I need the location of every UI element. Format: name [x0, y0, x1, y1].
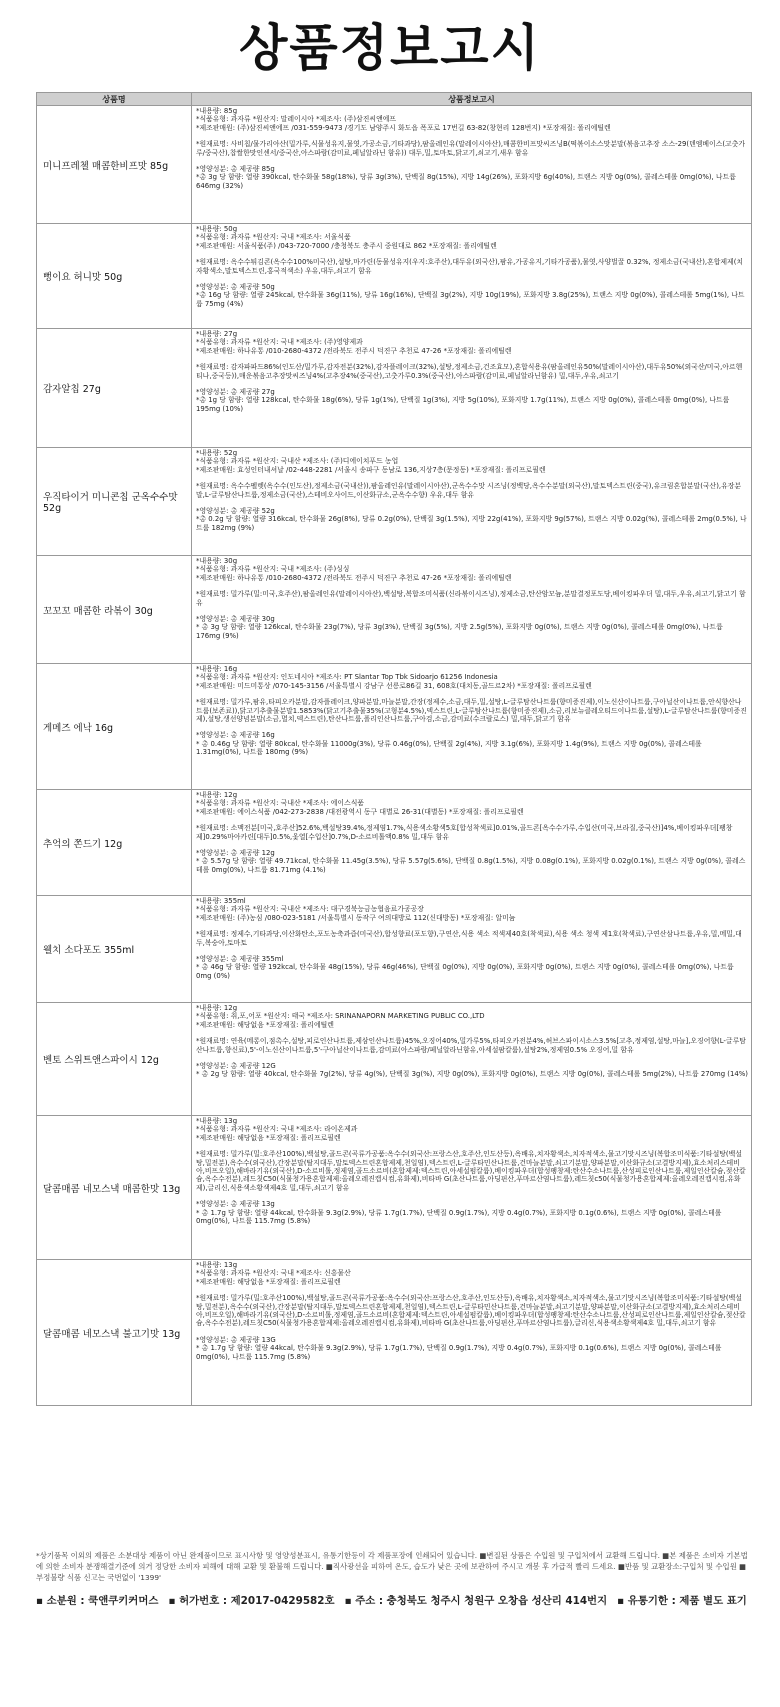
product-detail-line: *제조판매원: 해당없음 *포장재질: 폴리프로필렌	[196, 1277, 341, 1286]
product-detail	[192, 1003, 752, 1116]
table-row	[37, 556, 752, 664]
product-detail-line: *식품유형: 과자류 *원산지: 국내 *제조사: 서울식품	[196, 233, 351, 242]
product-name: 미니프레첼 매콤한비프맛 85g	[37, 106, 192, 224]
product-detail-line: *식품유형: 과자류 *원산지: 국내산 *제조사: (주)디에이치푸드 농업	[196, 457, 399, 466]
product-detail-line: *내용량: 30g	[196, 557, 238, 565]
spacer	[196, 157, 748, 165]
product-detail-line: *식품유형: 과자류 *원산지: 국내 *제조사: 신흥물산	[196, 1269, 351, 1278]
product-detail-line: * 총 1.7g 당 함량: 열량 44kcal, 탄수화물 9.3g(2.9%), 당류 1.7g(1.7%), 단백질 0.9g(1.7%), 지방 0.4g(0.7%), 포화지방 0.1g(0.6%), 트랜스 지방 0g(0%), 콜레스테롤 0mg(0%), 나트륨 115.7mg (5.8%)	[196, 1208, 722, 1226]
product-detail-line: *원재료명: 사비칩/물가리아산(밀가루,식물성유지,물엿,가공소금,기타과당),팜올레인유(말레이시아산),매콤한비프맛씨즈닝B(떡볶이소스맛분말(볶음고추장 소스-29(덴엠베이스(고춧가루/중국산),찹쌀한맛인센서/중국산,아스파람(감미료,페닐알라닌 함유)) 대두,밀,토마토,닭고기,쇠고기,새우 함유	[196, 140, 746, 157]
product-name: 웰치 소다포도 355ml	[37, 896, 192, 1003]
product-detail-line: *내용량: 27g	[196, 330, 238, 338]
product-detail	[192, 664, 752, 790]
spacer	[196, 723, 748, 731]
table-row	[37, 1260, 752, 1406]
product-detail	[192, 1116, 752, 1260]
product-name: 감자알칩 27g	[37, 329, 192, 448]
product-detail-line: *내용량: 12g	[196, 791, 238, 799]
product-detail-line: *내용량: 355ml	[196, 897, 246, 905]
table-row	[37, 1116, 752, 1260]
product-detail-line: *식품유형: 과자류 *원산지: 국내 *제조사: 라이온제과	[196, 1125, 358, 1134]
product-detail-line: *제조판매원: (주)농심 /080-023-5181 /서울특별시 동작구 여의대방로 112(신대방동) *포장재질: 알미늄	[196, 913, 516, 922]
product-detail	[192, 448, 752, 556]
product-detail-line: *영양성분: 총 제공량 85g	[196, 165, 275, 174]
product-detail-line: *제조판매원: 해당없음 *포장재질: 폴리프로필렌	[196, 1133, 341, 1142]
product-detail	[192, 106, 752, 224]
product-detail-line: *영양성분: 총 제공량 12g	[196, 849, 275, 858]
product-detail-line: * 총 0.46g 당 함량: 열량 80kcal, 탄수화물 11000g(3%), 당류 0.46g(0%), 단백질 2g(4%), 지방 3.1g(6%), 포화지방 1.4g(9%), 트랜스 지방 0g(0%), 콜레스테롤 1.31mg(0%), 나트륨 180mg (9%)	[196, 739, 702, 757]
spacer	[196, 499, 748, 507]
product-name: 달콤매콤 네모스낵 불고기맛 13g	[37, 1260, 192, 1406]
page-title: 상품정보고시	[239, 19, 541, 77]
footer-info	[36, 1592, 752, 1607]
table-row	[37, 790, 752, 896]
product-detail-line: *내용량: 16g	[196, 665, 238, 673]
product-detail	[192, 790, 752, 896]
product-detail	[192, 224, 752, 329]
product-detail-line: *제조판매원: 에이스식품 /042-273-2838 /대전광역시 동구 대별로 26-31(대별동) *포장재질: 폴리프로필렌	[196, 807, 524, 816]
product-detail-line: *원재료명: 연육(메롱이,점촉수,설탕,피로인산나트륨,제삼인산나트륨)45%,오징어40%,밀가루5%,타피오카전분4%,허브스파이시소스3.5%[고추,정제염,설탕,마늘],오징어향(L-글루탐산나트륨,향신료),5'-이노신산이나트륨,5'-구아닐산이나트륨,감미료(아스파람/페닐알라닌함유,아세설팜칼륨),설탕2%,정제염0.5% 오징어,밀 함유	[196, 1037, 746, 1054]
table-row	[37, 329, 752, 448]
table-body	[37, 106, 752, 1406]
product-detail-line: *제조판매원: 효성인터내셔날 /02-448-2281 /서울시 송파구 동남로 136,지상7층(문정동) *포장재질: 폴리프로필렌	[196, 465, 546, 474]
spacer	[196, 841, 748, 849]
product-name: 달콤매콤 네모스낵 매콤한맛 13g	[37, 1116, 192, 1260]
product-detail-line: *총 3g 당 함량: 열량 390kcal, 탄수화물 58g(18%), 당류 3g(3%), 단백질 8g(15%), 지방 14g(26%), 포화지방 6g(40%), 트랜스 지방 0g(0%), 콜레스테롤 0mg(0%), 나트륨 646mg (32%)	[196, 173, 736, 190]
table-row	[37, 448, 752, 556]
product-detail	[192, 896, 752, 1003]
product-detail-line: *내용량: 52g	[196, 449, 238, 457]
product-detail-line: *영양성분: 총 제공량 13g	[196, 1200, 275, 1209]
footer-distributor: ▪ 소분원 : 쿡앤쿠키커머스	[36, 1595, 159, 1607]
table-row	[37, 224, 752, 329]
spacer	[196, 1054, 748, 1062]
product-name: 추억의 쫀드기 12g	[37, 790, 192, 896]
notice-text: *상기품목 이외의 제품은 소분대상 제품이 아닌 완제품이므로 표시사항 및 영양성분표시, 유통기한등이 각 제품포장에 인쇄되어 있습니다. ■변질된 상품은 수입원 및 구입처에서 교환해 드립니다. ■본 제품은 소비자 기본법에 의한 소비자 분쟁해결기준에 의거 정당한 소비자 피해에 대해 교환 및 환불해 드립니다. ■직사광선을 피하여 온도, 습도가 낮은 곳에 보관하여 주시고 개봉 후 가급적 빨리 드세요. ■반품 및 교환장소:구입처 및 수입원 ■부정불량 식품 신고는 국번없이 '1399'	[36, 1551, 748, 1582]
product-detail-line: *식품유형: 과자류 *원산지: 국내 *제조사: (주)싱싱	[196, 565, 350, 574]
product-detail-line: * 총 1.7g 당 함량: 열량 44kcal, 탄수화물 9.3g(2.9%), 당류 1.7g(1.7%), 단백질 0.9g(1.7%), 지방 0.4g(0.7%), 포화지방 0.1g(0.6%), 트랜스 지방 0g(0%), 콜레스테롤 0mg(0%), 나트륨 115.7mg (5.8%)	[196, 1344, 722, 1361]
spacer	[196, 1328, 748, 1336]
spacer	[196, 607, 748, 615]
product-info-table	[36, 92, 752, 1406]
product-detail-line: *영양성분: 총 제공량 27g	[196, 388, 275, 397]
product-detail-line: *식품유형: 취,포,어포 *원산지: 태국 *제조사: SRINANAPORN MARKETING PUBLIC CO.,LTD	[196, 1012, 485, 1021]
product-detail-line: *제조판매원: (주)삼진씨앤에프 /031-559-9473 /경기도 남양주시 화도읍 폭포로 17번길 63-82(창현리 128번지) *포장재질: 폴리에틸렌	[196, 123, 611, 132]
product-detail	[192, 329, 752, 448]
table-row	[37, 106, 752, 224]
product-detail-line: *식품유형: 과자류 *원산지: 국내산 *제조사: 에이스식품	[196, 799, 365, 808]
product-detail-line: *내용량: 85g	[196, 107, 238, 115]
product-detail-line: *식품유형: 과자류 *원산지: 말레이시아 *제조사: (주)삼진씨앤에프	[196, 115, 397, 124]
product-detail-line: *내용량: 13g	[196, 1261, 238, 1269]
product-detail-line: * 총 46g 당 함량: 열량 192kcal, 탄수화물 48g(15%), 당류 46g(46%), 단백질 0g(0%), 지방 0g(0%), 포화지방 0g(0%), 트랜스 지방 0g(0%), 콜레스테롤 0mg(0%), 나트륨 0mg (0%)	[196, 963, 734, 980]
product-name: 벤토 스위트앤스파이시 12g	[37, 1003, 192, 1116]
product-detail-line: * 총 5.57g 당 함량: 열량 49.71kcal, 탄수화물 11.45g(3.5%), 당류 5.57g(5.6%), 단백질 0.8g(1.5%), 지방 0.08g(0.1%), 포화지방 0.02g(0.1%), 트랜스 지방 0g(0%), 콜레스테롤 0mg(0%), 나트륨 81.71mg (4.1%)	[196, 857, 746, 874]
product-detail-line: *제조판매원: 서울식품(주) /043-720-7000 /충청북도 충주시 중원대로 862 *포장재질: 폴리에틸렌	[196, 241, 497, 250]
product-detail-line: *영양성분: 총 제공량 52g	[196, 507, 275, 516]
product-detail-line: *총 16g 당 함량: 열량 245kcal, 탄수화물 36g(11%), 당류 16g(16%), 단백질 3g(2%), 지방 10g(19%), 포화지방 3.8g(25%), 트랜스 지방 0g(0%), 콜레스테롤 5mg(1%), 나트륨 75mg (4%)	[196, 291, 745, 308]
product-detail-line: *내용량: 13g	[196, 1117, 238, 1125]
product-detail-line: *영양성분: 총 제공량 355ml	[196, 955, 284, 964]
table-row	[37, 1003, 752, 1116]
product-detail-line: *식품유형: 과자류 *원산지: 국내 *제조사: (주)영양제과	[196, 338, 363, 347]
product-name: 우직타이거 미니콘칩 군옥수수맛 52g	[37, 448, 192, 556]
product-detail-line: *내용량: 50g	[196, 225, 238, 233]
product-detail	[192, 556, 752, 664]
product-detail-line: *제조판매원: 해당없음 *포장재질: 폴리에틸렌	[196, 1020, 334, 1029]
table-row	[37, 664, 752, 790]
product-detail-line: *영양성분: 총 제공량 30g	[196, 615, 275, 624]
product-detail-line: * 총 3g 당 함량: 열량 126kcal, 탄수화물 23g(7%), 당류 3g(3%), 단백질 3g(5%), 지방 2.5g(5%), 포화지방 0g(0%), 트랜스 지방 0g(0%), 콜레스테롤 0mg(0%), 나트륨 176mg (9%)	[196, 623, 723, 640]
product-detail	[192, 1260, 752, 1406]
product-detail-line: *원재료명: 밀가루(밀:호주산100%),백설탕,골드콘(곡류가공품:옥수수(외국산:프랑스산,호주산,인도산등),옥배유,치자황색소,치자적색소,물고기맛시즈닝(복합조미식품:기타설탕(백설탕,밀전분),옥수수(외국산),간장분말(탈지대두,말토덱스트린혼합제제,천일염),덱스트린,L-글루타민산나트륨,건마늘분말,쇠고기분말,양파분말,이산화규소(고결방지제),효소처리스테비아,비프오일),해바라기유(외국산),D-소르비톨,정제염,골드소르비(혼합제제:덱스트린,아세설펌칼륨),베이킹파우더(합성팽창제:탄산수소나트륨,산성피로인산나트륨,제일인산칼슘,젖산칼슘,옥수수전분),레드칫C50(식물청가용혼합제제:올레오레진캡시컴,유화제),비타바 G(초산나트륨,아딩핀산,푸마르산염나트륨),글리신,식용색소황색제4호 밀,대두,쇠고기 함유	[196, 1294, 746, 1328]
product-detail-line: *식품유형: 과자류 *원산지: 국내산 *제조사: 대구경북능금농협음료가공공장	[196, 905, 424, 914]
product-detail-line: *제조판매원: 하나유통 /010-2680-4372 /전라북도 전주시 덕진구 추천로 47-26 *포장재질: 폴리에틸렌	[196, 346, 512, 355]
product-name: 꼬꼬꼬 매콤한 라볶이 30g	[37, 556, 192, 664]
product-detail-line: *제조판매원: 하나유통 /010-2680-4372 /전라북도 전주시 덕진구 추천로 47-26 *포장재질: 폴리에틸렌	[196, 573, 512, 582]
product-detail-line: *원재료명: 옥수수튀김콘(옥수수100%미국산),설탕,마가린(동물성유지(우지:호주산),대두유(외국산),팜유,가공유지,기타가공품),물엿,사양벌꿀 0.32%, 정제소금(국내산),혼합제제(치자황색소,말토덱스트린,홍국적색소) 우유,대두,쇠고기 함유	[196, 258, 744, 275]
spacer	[196, 947, 748, 955]
product-detail-line: *원재료명: 정제수,기타과당,이산화탄소,포도농축과즙(미국산),합성향료(포도향),구연산,식용 색소 적색제40호(착색료),식용 색소 청색 제1호(착색료),구연산삼나트륨,우유,밀,메밀,대두,복숭아,토마토	[196, 930, 742, 947]
product-detail-line: *원재료명: 밀가루,팜유,타피오카분말,감자플레이크,양파분말,마늘분말,간장(정제수,소금,대두,밀,설탕,L-글루탐산나트륨(향미증진제),이노신산이나트륨,구아닐산이나트륨,안식향산나트륨(보존료)),닭고기추출물분말1.5853%(닭고기추출물35%(고형분4.5%),덱스트린,L-글루탐산나트륨(향미증진제),소금,리보뉴클레오티드이나트륨,설탕),L-글루탐산나트륨(향미증진제),설탕,생선양념분말(소금,멸치,덱스트린),탄산나트륨,폴리인산나트륨,구아검,소금,감미료(수크랄로스) 밀,대두,닭고기 함유	[196, 698, 747, 724]
product-detail-line: *영양성분: 총 제공량 50g	[196, 283, 275, 292]
product-detail-line: *식품유형: 과자류 *원산지: 인도네시아 *제조사: PT Slantar Top Tbk Sidoarjo 61256 Indonesia	[196, 673, 498, 682]
product-detail-line: *원재료명: 소맥전분[미국,호주산]52.6%,백설탕39.4%,정제염1.7%,식용색소황색5호[합성착색료]0.01%,골드콘[옥수수가루,수입산(미국,브라질,중국산)]4%,베이킹파우더[팽창제]0.29%마아카린[대두]0.5%,옻열[수입산]0.7%,D-소르비톨액0.8% 밀,대두 함유	[196, 824, 733, 841]
product-detail-line: *원재료명: 옥수수펠렛(옥수수(인도산),정제소금(국내산)),팜올레인유(말레이시아산),군옥수수맛 시즈닝(정백당,옥수수분말(외국산),말토덱스트린(중국),유크림혼합분말(국산),유장분말,L-글루탐산나트륨,정제소금(국산),스테비오사이드,이산화규소,군옥수수향) 우유,대두 함유	[196, 482, 742, 499]
product-detail-line: *영양성분: 총 제공량 16g	[196, 731, 275, 740]
product-detail-line: *원재료명: 밀가루(밀:미국,호주산),팜올레인유(말레이시아산),백설탕,복합조미식품(신라볶이시즈닝),정제소금,탄산암모늄,분말결정포도당,베이킹파우더 밀,대두,우유,쇠고기,닭고기 함유	[196, 590, 746, 607]
spacer	[196, 275, 748, 283]
spacer	[196, 380, 748, 388]
table-header-row	[37, 93, 752, 106]
product-detail-line: *원재료명: 감자파파드86%(인도산/밀가루,감자전분(32%),감자플레이크(32%),설탕,정제소금,건조효모),혼합식용유(팜올레인유50%(말레이시아산),대두유50%(외국산/미국,아르헨티나,중국등)),매운볶음고추장맛씨즈닝4%(고추장4%(중국산),고춧가루0.3%(중국산),아스파람(감미료,페닐알라닌함유) 밀,대두,우유,쇠고기	[196, 363, 743, 380]
spacer	[196, 1192, 748, 1200]
product-detail-line: *원재료명: 밀가루(밀:호주산100%),백설탕,골드콘(곡류가공품:옥수수(외국산:프랑스산,호주산,인도산등),옥배유,치자황색소,치자적색소,물고기맛시즈닝(복합조미식품:기타설탕(백설탕,밀전분),옥수수(외국산),간장분말(탈지대두,말토덱스트린혼합제제,천일염),덱스트린,L-글루타민산나트륨,건마늘분말,쇠고기분말,양파분말,이산화규소(고결방지제),효소처리스테비아,비프오일),해바라기유(외국산),D-소르비톨,정제염,골드소르비(혼합제제:덱스트린,아세설펌칼륨),베이킹파우더(합성팽창제:탄산수소나트륨,산성피로인산나트륨,제일인산칼슘,젖산칼슘,옥수수전분),레드칫C50(식물청가용혼합제제:올레오레진캡시컴,유화제),비타바 G(초산나트륨,아딩핀산,푸마르산염나트륨),레드칫c50(식물청가용혼합제제:올레오레진캡시컴,유화제),글리신,식용색소황색제4호 밀,대두,쇠고기 함유	[196, 1150, 746, 1192]
header-product-name: 상품명	[37, 93, 192, 106]
product-detail-line: *총 1g 당 함량: 열량 128kcal, 탄수화물 18g(6%), 당류 1g(1%), 단백질 1g(3%), 지방 5g(10%), 포화지방 1.7g(11%), 트랜스 지방 0g(0%), 콜레스테롤 0mg(0%), 나트륨 195mg (10%)	[196, 396, 730, 413]
product-detail-line: *영양성분: 총 제공량 13G	[196, 1335, 276, 1344]
product-detail-line: *내용량: 12g	[196, 1004, 238, 1012]
product-detail-line: *제조판매원: 미드미통상 /070-145-3156 /서울특별시 강남구 선릉로86길 31, 608호(대치동,골드르2차) *포장재질: 폴리프로필렌	[196, 681, 592, 690]
footer-license: ▪ 허가번호 : 제2017-0429582호	[168, 1595, 335, 1607]
product-name: 게메즈 에낙 16g	[37, 664, 192, 790]
header-product-info: 상품정보고시	[192, 93, 752, 106]
product-detail-line: * 총 2g 당 함량: 열량 40kcal, 탄수화물 7g(2%), 당류 4g(%), 단백질 3g(%), 지방 0g(0%), 포화지방 0g(0%), 트랜스 지방 0g(0%), 콜레스테롤 5mg(2%), 나트륨 270mg (14%)	[196, 1070, 748, 1079]
product-detail-line: *총 0.2g 당 함량: 열량 316kcal, 탄수화물 26g(8%), 당류 0.2g(0%), 단백질 3g(1.5%), 지방 22g(41%), 포화지방 9g(57%), 트랜스 지방 0.02g(%), 콜레스테롤 2mg(0.5%), 나트륨 182mg (9%)	[196, 515, 747, 532]
table-row	[37, 896, 752, 1003]
product-name: 뻥이요 허니맛 50g	[37, 224, 192, 329]
footer-expiry: ▪ 유통기한 : 제품 별도 표기	[617, 1595, 747, 1607]
footer-address: ▪ 주소 : 충청북도 청주시 청원구 오창읍 성산리 414번지	[344, 1595, 608, 1607]
product-detail-line: *영양성분: 총 제공량 12G	[196, 1062, 276, 1071]
